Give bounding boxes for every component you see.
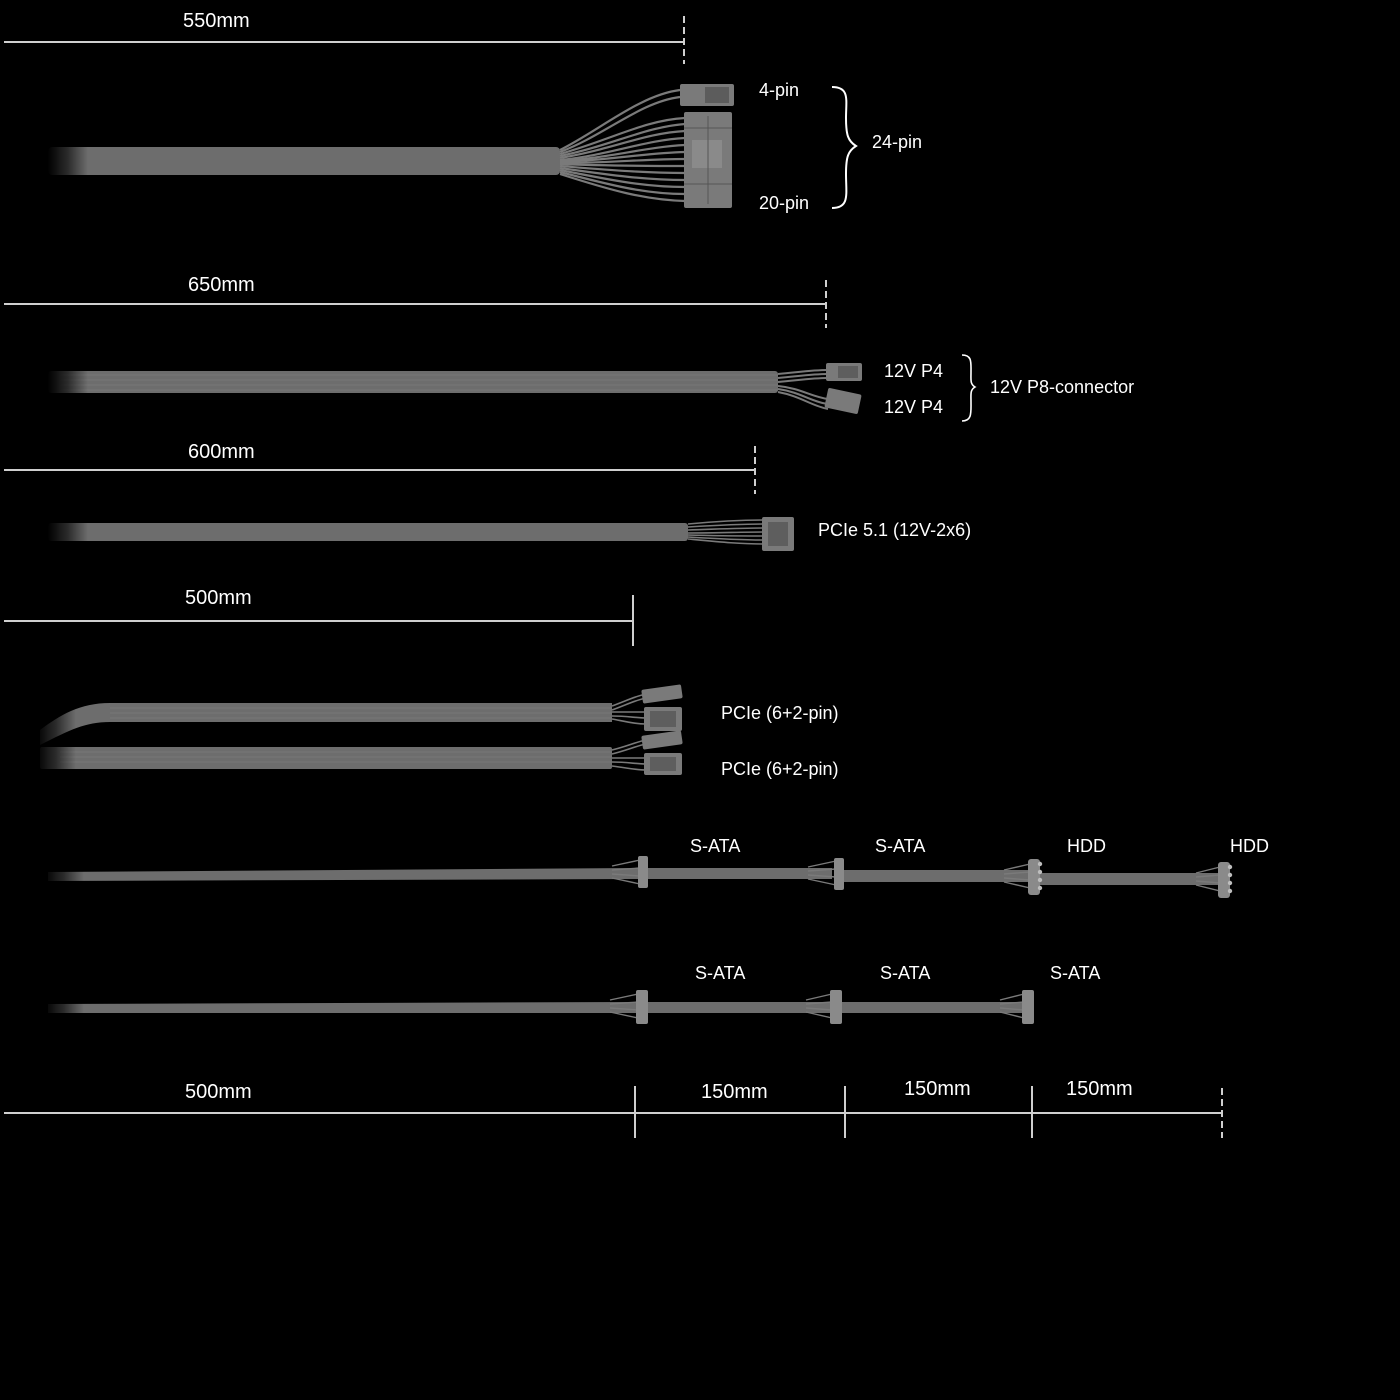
sata-connector-1	[638, 856, 648, 888]
label-12v-p4-top: 12V P4	[884, 361, 944, 381]
label-hdd1-b: HDD	[1230, 836, 1269, 856]
sata-connector-2	[834, 858, 844, 890]
label-sata-seg2-150mm: 150mm	[904, 1078, 971, 1100]
sata-hdd-cable	[44, 856, 1232, 898]
label-550mm: 550mm	[183, 10, 250, 32]
label-600mm: 600mm	[188, 441, 255, 463]
dimension-550mm	[4, 16, 684, 64]
label-650mm: 650mm	[188, 274, 255, 296]
label-pcie-a: PCIe (6+2-pin)	[721, 703, 839, 723]
label-sata1-b: S-ATA	[875, 836, 926, 856]
label-4pin: 4-pin	[759, 80, 800, 100]
pcie51-cable	[48, 517, 794, 551]
dimension-600mm	[4, 446, 755, 494]
atx-24pin-cable	[48, 84, 734, 208]
label-500mm: 500mm	[185, 587, 252, 609]
label-sata-base-500mm: 500mm	[185, 1081, 252, 1103]
label-sata-seg3-150mm: 150mm	[1066, 1078, 1133, 1100]
label-pcie51: PCIe 5.1 (12V-2x6)	[818, 520, 972, 540]
label-sata-seg1-150mm: 150mm	[701, 1081, 768, 1103]
label-sata1-a: S-ATA	[690, 836, 741, 856]
sata-connector-3	[636, 990, 648, 1024]
dimension-500mm	[4, 595, 633, 646]
label-pcie-b: PCIe (6+2-pin)	[721, 759, 839, 779]
label-24pin: 24-pin	[872, 132, 923, 152]
sata-connector-4	[830, 990, 842, 1024]
sata-cable	[44, 990, 1034, 1024]
label-sata2-b: S-ATA	[880, 963, 931, 983]
label-12v-p8: 12V P8-connector	[990, 377, 1135, 397]
label-sata2-a: S-ATA	[695, 963, 746, 983]
pcie-2pin-connector-b	[641, 730, 683, 749]
eps-p4-connector-bottom	[824, 388, 861, 415]
label-hdd1-a: HDD	[1067, 836, 1106, 856]
label-sata2-c: S-ATA	[1050, 963, 1101, 983]
label-12v-p4-bottom: 12V P4	[884, 397, 944, 417]
pcie-2pin-connector-a	[641, 684, 683, 703]
dimension-650mm	[4, 280, 826, 328]
pcie-6plus2-cables	[36, 684, 683, 775]
brace-p8	[962, 355, 975, 421]
label-20pin: 20-pin	[759, 193, 810, 213]
eps-8pin-cable	[48, 363, 862, 414]
sata-connector-5	[1022, 990, 1034, 1024]
brace-24pin	[832, 87, 856, 208]
